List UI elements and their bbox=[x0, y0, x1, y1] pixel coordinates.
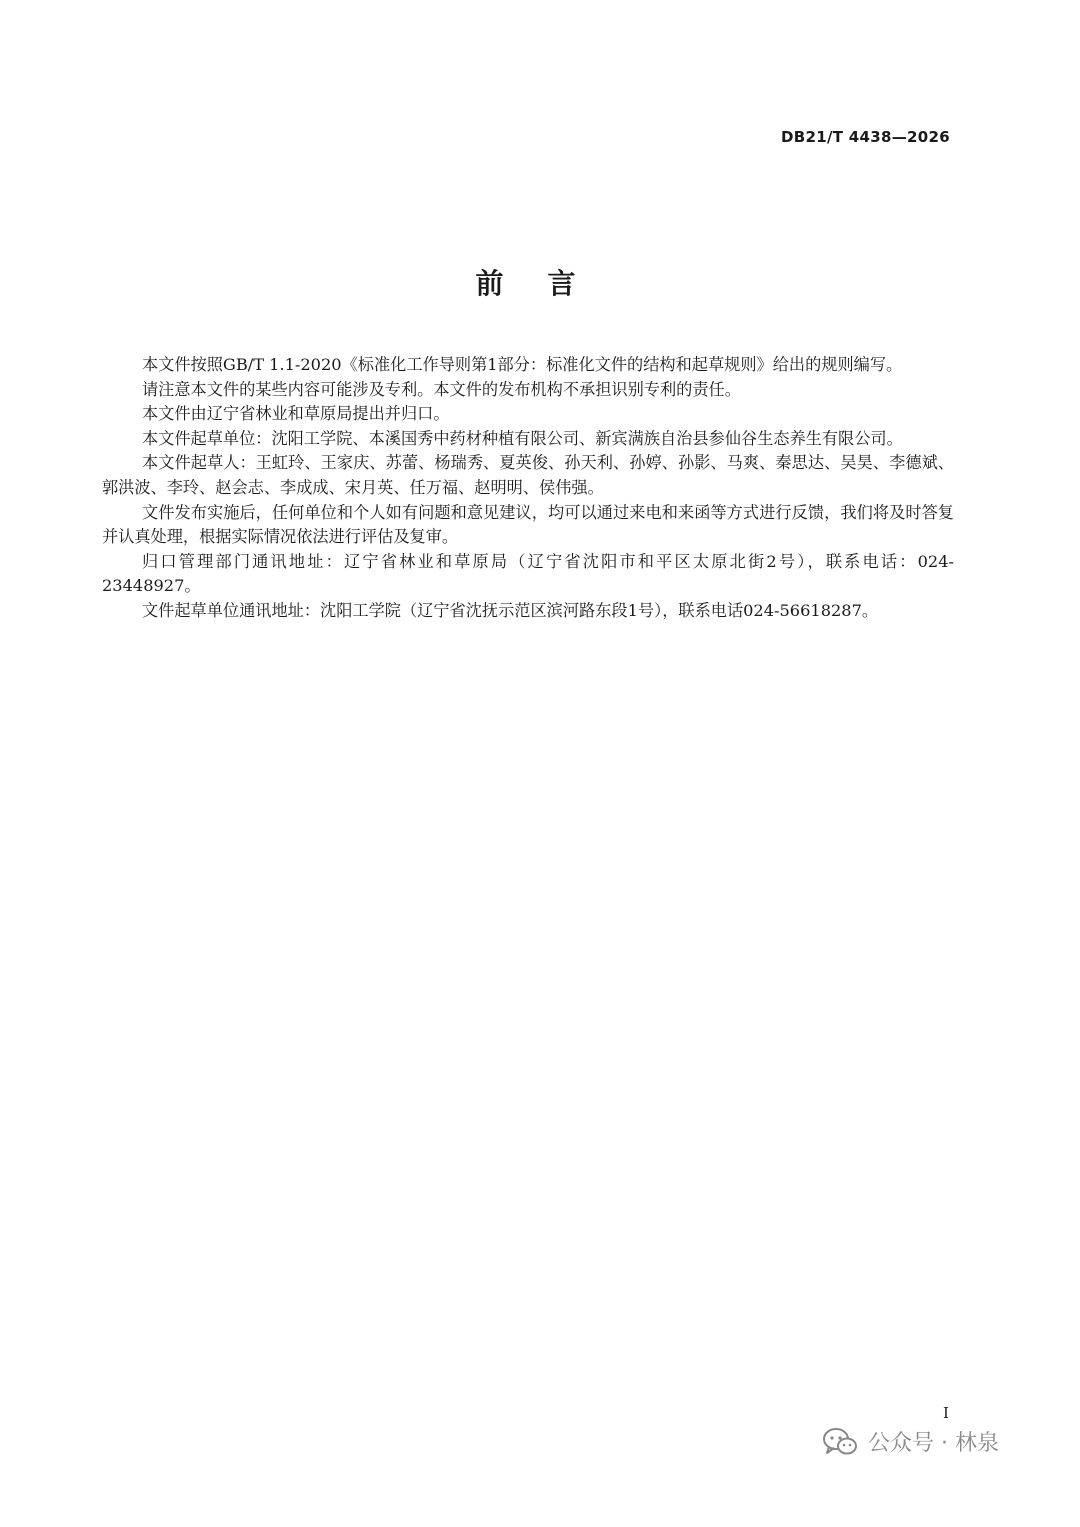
paragraph-drafting-rules: 本文件按照GB/T 1.1-2020《标准化工作导则第1部分：标准化文件的结构和起草规则》给出的规则编写。 bbox=[142, 355, 903, 374]
paragraph-proposer: 本文件由辽宁省林业和草原局提出并归口。 bbox=[142, 404, 450, 424]
paragraph-drafting-units: 本文件起草单位：沈阳工学院、本溪国秀中药材种植有限公司、新宾满族自治县参仙谷生态养生有限公司。 bbox=[142, 428, 903, 448]
paragraph-patent-notice: 请注意本文件的某些内容可能涉及专利。本文件的发布机构不承担识别专利的责任。 bbox=[142, 379, 741, 399]
paragraph-drafter-address: 文件起草单位通讯地址：沈阳工学院（辽宁省沈抚示范区滨河路东段1号），联系电话024-56618287。 bbox=[142, 600, 879, 620]
watermark bbox=[822, 1426, 999, 1457]
wechat-icon bbox=[822, 1427, 858, 1457]
document-code: DB21/T 4438—2026 bbox=[781, 128, 950, 146]
page-title: 前言 bbox=[475, 267, 620, 300]
paragraph-drafters: 本文件起草人：王虹玲、王家庆、苏蕾、杨瑞秀、夏英俊、孙天利、孙婷、孙影、马爽、秦思达、吴昊、李德斌、郭洪波、李玲、赵会志、李成成、宋月英、任万福、赵明明、侯伟强。 bbox=[102, 453, 954, 497]
page-number: I bbox=[943, 1404, 949, 1422]
watermark-text: 公众号 · 林泉 bbox=[868, 1431, 999, 1456]
paragraph-admin-address: 归口管理部门通讯地址：辽宁省林业和草原局（辽宁省沈阳市和平区太原北街2号），联系电话：024-23448927。 bbox=[102, 551, 954, 596]
preface-body bbox=[102, 353, 954, 624]
paragraph-feedback: 文件发布实施后，任何单位和个人如有问题和意见建议，均可以通过来电和来函等方式进行反馈，我们将及时答复并认真处理，根据实际情况依法进行评估及复审。 bbox=[102, 502, 954, 547]
